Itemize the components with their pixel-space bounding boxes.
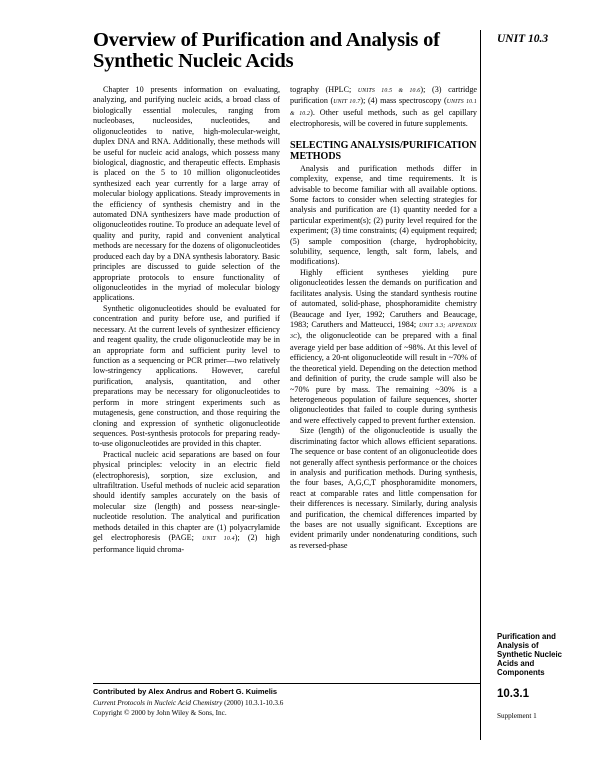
journal-name: Current Protocols in Nucleic Acid Chemistry	[93, 698, 223, 707]
sidebar-line: Acids and	[497, 659, 535, 668]
left-column	[93, 85, 280, 555]
unit-ref-page: UNIT 10.4	[202, 536, 235, 543]
citation-line	[93, 698, 473, 709]
unit-ref-mass-spec: UNITS 10.1 & 10.2	[290, 99, 478, 117]
paragraph-selection-factors: Analysis and purification methods differ in complexity, expense, and time requirements. It is advisable to become familiar with all available options. Some factors to consider when selecting strategies for analysis and purification are (1) quantity needed for a particular experiment(s); (2) purity level required for the experiment; (3) time constraints; (4) equipment required; (5) sample composition (charge, hydrophobicity, solubility, sequence, length, salt form, labels, and modifications).	[290, 163, 477, 267]
paragraph-intro: Chapter 10 presents information on evaluating, analyzing, and purifying nucleic acids, a broad class of biologically essential molecules, ranging from nucleobases, nucleosides, nucleotides, and oligonucleotides to native, high-molecular-weight, duplex DNA and RNA. Additionally, these methods will be useful for nucleic acid analogs, which possess many biological, diagnostic, and therapeutic effects. Emphasis is placed on the 5 to 10 million oligonucleotides synthesized each year currently for a large array of molecular biology applications. Steady improvements in the efficiency of synthesis chemistry and in the automated DNA synthesizers have made production of oligonucleotides routine. To produce an adequate level of quality and purity, rapid and convenient analytical methods are necessary for the dozens of oligonucleotides produced each day by a DNA synthesis laboratory. Basic principles are discussed to guide selection of the appropriate protocols to ensure functionality of oligonucleotides in the myriad of molecular biology applications.	[93, 85, 280, 303]
yield-text-a: Highly efficient syntheses yielding pure oligonucleotides lessen the demands on purification and facilitates analysis. Using the standard synthesis routine of automated, solid-phase, phosphoramidite chemistry (Beaucage and Iyer, 1992; Caruthers and Beaucage, 1983; Caruthers and Matteucci, 1984;	[290, 267, 477, 330]
sidebar-line: Analysis of	[497, 641, 539, 650]
paragraph-synthesis-yield	[290, 268, 477, 426]
yield-text-b: ), the oligonucleotide can be prepared with a final average yield per base addition of ~98%. At this level of efficiency, a 20-nt oligonucleotide will result in ~70% of the theoretical yield. Depending on the detection method and definition of purity, the crude sample will also be ~70% pure by mass. The remaining ~30% is a heterogeneous population of failure sequences, shorter oligonucleotides that failed to couple during synthesis and were effectively capped to prevent further extension.	[290, 331, 477, 425]
right-column	[290, 85, 477, 551]
citation: (2000) 10.3.1-10.3.6	[222, 698, 284, 707]
sidebar-line: Purification and	[497, 632, 556, 641]
unit-ref-hplc: UNITS 10.5 & 10.6	[357, 88, 421, 94]
contributors: Contributed by Alex Andrus and Robert G. Kuimelis	[93, 687, 278, 696]
supplement-label: Supplement 1	[497, 712, 537, 720]
article-title: Overview of Purification and Analysis of Synthetic Nucleic Acids	[93, 29, 440, 72]
methods-text-1: tography (HPLC;	[290, 85, 352, 94]
footer-rule	[93, 683, 480, 684]
footer	[93, 687, 473, 719]
page-number: 10.3.1	[497, 688, 529, 700]
separations-text-b: ); (2) high performance liquid chroma-	[93, 533, 280, 554]
unit-label: UNIT 10.3	[497, 33, 549, 45]
copyright: Copyright © 2000 by John Wiley & Sons, Inc.	[93, 709, 227, 717]
paragraph-purity: Synthetic oligonucleotides should be evaluated for concentration and purity before use, and purified if necessary. At the current levels of synthesizer efficiency and reagent quality, the crude oligonucleotide may be in an appropriate form and sufficient purity level to function as a sequencing or PCR primer—two relatively low-stringency applications. However, careful purification, analysis, quantitation, and other preparations may be necessary for oligonucleotides to perform in more stringent experiments such as mutagenesis, gene construction, and those requiring the cloning and expression of synthetic oligonucleotide sequences. Post-synthesis protocols for preparing ready-to-use oligonucleotides are provided in this chapter.	[93, 303, 280, 449]
sidebar-chapter-title	[497, 632, 597, 677]
separations-text-a: Practical nucleic acid separations are based on four physical principles: velocity in an electric field (electrophoresis), sorption, size exclusion, and ultrafiltration. Useful methods of nucleic acid separation should identify samples accurately on the basis of molecular size (length) and possess near-single-nucleotide resolution. The analytical and purification methods detailed in this chapter are (1) polyacrylamide gel electrophoresis (PAGE;	[93, 449, 280, 543]
methods-text-3: ); (4) mass spectroscopy (	[360, 96, 447, 106]
methods-text-2: ); (3) cartridge purification (	[290, 85, 478, 106]
paragraph-size-length: Size (length) of the oligonucleotide is usually the discriminating factor which allows efficient separations. The sequence or base content of an oligonucleotide does not generally affect synthesis performance or the choices in analysis and purification methods. During synthesis, the four bases, A,G,C,T phosphoramidite monomers, react at comparable rates and little compensation for their differences is necessary. Similarly, during analysis and purification, the chemical differences imparted by the bases are not usually significant. Exceptions are evident primarily under nondenaturing conditions, such as reversed-phase	[290, 426, 477, 550]
sidebar-line: Components	[497, 668, 545, 677]
unit-ref-cartridge: UNIT 10.7	[333, 99, 361, 106]
methods-text-4: ). Other useful methods, such as gel capillary electrophoresis, will be covered in future supplements.	[290, 107, 477, 129]
paragraph-methods-list	[290, 85, 477, 130]
paragraph-separations	[93, 450, 280, 555]
section-heading: SELECTING ANALYSIS/PURIFICATION METHODS	[290, 139, 477, 162]
unit-ref-appendix: UNIT 3.3; APPENDIX 3C	[290, 323, 477, 341]
sidebar-line: Synthetic Nucleic	[497, 650, 562, 659]
column-divider	[480, 30, 481, 740]
